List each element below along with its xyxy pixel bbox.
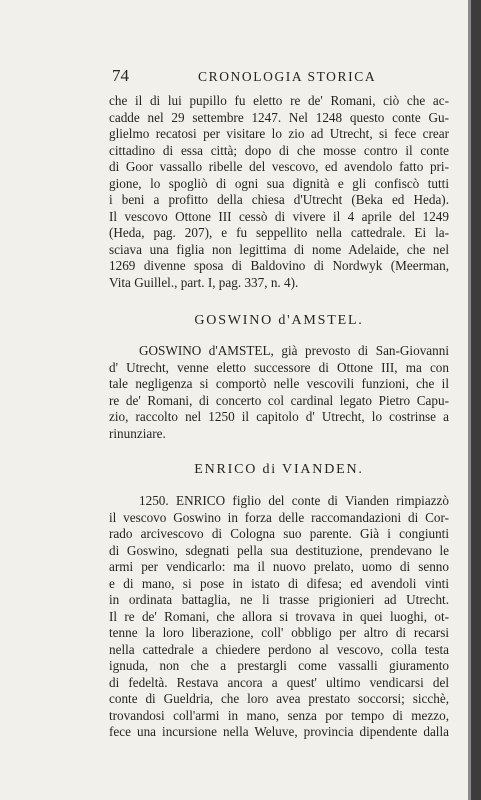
text-line: che il di lui pupillo fu eletto re de' Romani, ciò che ac- <box>109 93 449 108</box>
text-line: di Goor vassallo ribelle del vescovo, ed avendolo fatto pri- <box>109 159 449 174</box>
text-line: Il vescovo Ottone III cessò di vivere il 4 aprile del 1249 <box>109 208 449 224</box>
text-line: Il re de' Romani, che allora si trovava in quei luoghi, ot- <box>109 608 449 624</box>
page-header <box>112 66 446 86</box>
text-line: glielmo recatosi per visitare lo zio ad Utrecht, si fece crear <box>109 126 449 141</box>
text-line: 1250. ENRICO figlio del conte di Vianden rimpiazzò <box>139 493 449 508</box>
text-line: (Heda, pag. 207), e fu seppellito nella cattedrale. Ei la- <box>109 225 449 240</box>
text-line: ignuda, non che a prestargli come vassalli giuramento <box>109 658 449 673</box>
text-line: tenne la loro liberazione, coll' obbligo per altro di recarsi <box>109 625 449 640</box>
text-line: 1269 divenne sposa di Baldovino di Nordwyk (Meerman, <box>109 258 449 273</box>
page-edge-shadow <box>468 0 481 800</box>
goswino-paragraph <box>109 343 449 442</box>
text-line: zio, raccolto nel 1250 il capitolo d' Utrecht, lo costrinse a <box>109 409 449 424</box>
text-line: d' Utrecht, venne eletto successore di Ottone III, ma con <box>109 359 449 375</box>
page-number: 74 <box>112 66 129 85</box>
text-line: trovandosi coll'armi in mano, senza por tempo di mezzo, <box>109 707 449 723</box>
running-title: CRONOLOGIA STORICA <box>198 69 377 84</box>
intro-paragraph <box>109 93 449 291</box>
text-line: conte di Gueldria, che loro avea prestato soccorsi; sicchè, <box>109 691 449 706</box>
page-body <box>109 93 449 741</box>
text-line: tale negligenza si comportò nelle vescovili funzioni, che il <box>109 376 449 391</box>
text-line: Vita Guillel., part. I, pag. 337, n. 4). <box>109 274 299 290</box>
text-line: re de' Romani, di concerto col cardinal legato Pietro Capu- <box>109 392 449 408</box>
text-line: cittadino di essa città; dopo di che mosse contro il conte <box>109 142 449 158</box>
text-line: i beni a profitto della chiesa d'Utrecht (Beka ed Heda). <box>109 192 449 207</box>
page-edge-highlight <box>468 0 471 800</box>
text-line: armi per vendicarlo: ma il nuovo prelato, uomo di senno <box>109 559 449 574</box>
text-line: nella cattedrale a chiedere perdono al vescovo, colla testa <box>109 641 449 657</box>
text-line: sciava una figlia non legittima di nome Adelaide, che nel <box>109 241 449 257</box>
enrico-paragraph <box>109 493 449 741</box>
text-line: fece una incursione nella Weluve, provincia dipendente dalla <box>109 724 449 739</box>
text-line: rinunziare. <box>109 425 166 441</box>
section-heading-enrico: ENRICO di VIANDEN. <box>194 462 364 477</box>
text-line: in ordinata battaglia, ne li trasse prigionieri ad Utrecht. <box>109 592 449 607</box>
text-line: di Goswino, sdegnati pella sua destituzione, prendevano le <box>109 542 449 558</box>
text-line: gione, lo spogliò di ogni sua dignità e gli confiscò tutti <box>109 175 449 191</box>
text-line: rado arcivescovo di Cologna suo parente. Già i congiunti <box>109 526 449 541</box>
section-heading-goswino: GOSWINO d'AMSTEL. <box>194 313 364 328</box>
text-line: di fedeltà. Restava ancora a quest' ultimo vendicarsi del <box>109 674 449 690</box>
text-line: il vescovo Goswino in forza delle raccomandazioni di Cor- <box>109 509 449 525</box>
text-line: cadde nel 29 settembre 1247. Nel 1248 questo conte Gu- <box>109 109 449 125</box>
text-line: GOSWINO d'AMSTEL, già prevosto di San-Giovanni <box>139 343 449 358</box>
text-line: e di mano, si pose in istato di difesa; ed avendoli vinti <box>109 575 449 591</box>
